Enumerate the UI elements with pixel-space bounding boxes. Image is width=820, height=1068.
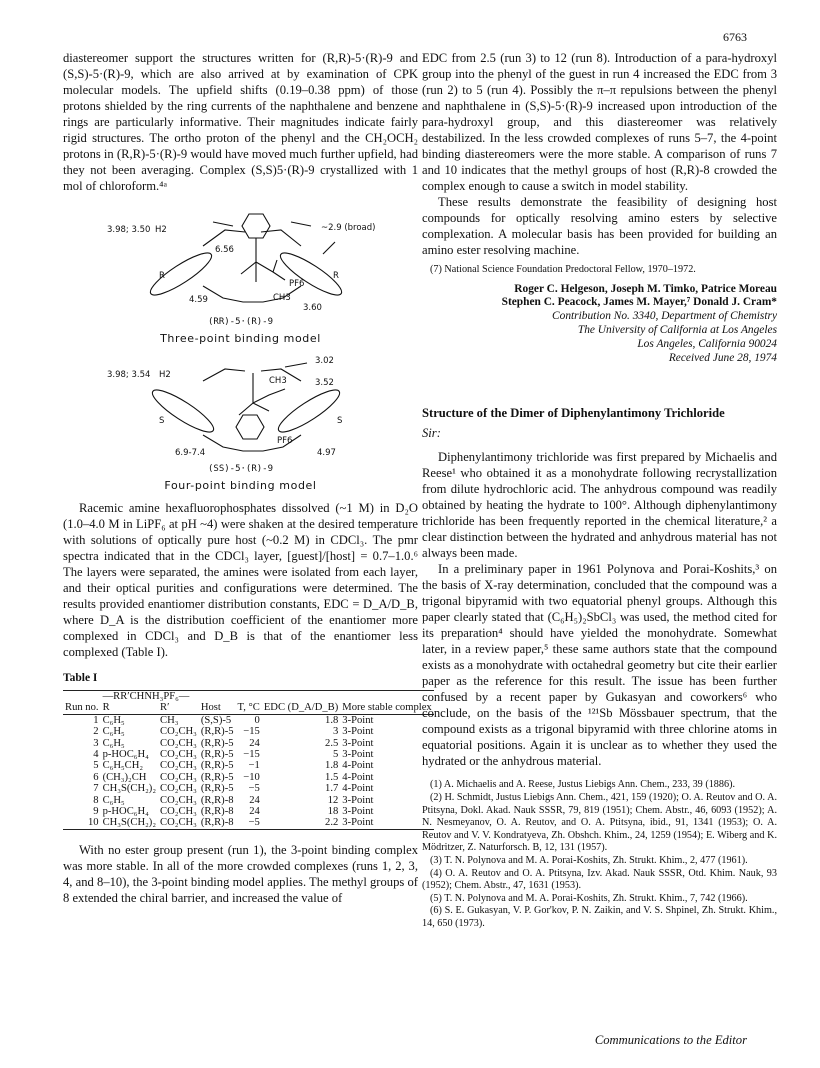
table-cell: CH₃ <box>160 714 179 726</box>
label-459: 4.59 <box>189 295 208 305</box>
table-row <box>63 806 434 817</box>
page-number: 6763 <box>723 30 747 44</box>
table-cell: 5 <box>332 749 339 761</box>
table-title: Table I <box>63 672 98 684</box>
table-cell: 3-Point <box>342 714 374 726</box>
footnote-7-text: (7) National Science Foundation Predoctoral Fellow, 1970–1972. <box>430 264 696 275</box>
table-cell: (R,R)-5 <box>200 749 234 761</box>
table-cell: CO₂CH₃ <box>160 806 197 818</box>
table-cell: 24 <box>249 806 260 818</box>
table-cell: −10 <box>243 771 260 783</box>
ref-1: (1) A. Michaelis and A. Reese, Justus Liebigs Ann. Chem., 233, 39 (1886). <box>430 779 736 791</box>
table-cell: 9 <box>93 806 99 818</box>
four-point-model-title: Four-point binding model <box>164 479 317 492</box>
table-cell: (CH₃)₂CH <box>102 771 147 783</box>
table-cell: CO₂CH₃ <box>160 737 197 749</box>
table-cell: CO₂CH₃ <box>160 817 197 829</box>
table-cell: 3 <box>93 737 99 749</box>
table-cell: 24 <box>249 794 260 806</box>
col-temp: T, °C <box>237 702 260 714</box>
table-cell: −1 <box>248 760 260 772</box>
table-cell: 12 <box>327 794 339 806</box>
table-cell: (R,R)-5 <box>200 771 234 783</box>
table-cell: −5 <box>248 817 260 829</box>
table-cell: C₆H₅CH₂ <box>102 760 144 772</box>
table-cell: 5 <box>93 760 99 772</box>
table-cell: (R,R)-8 <box>200 794 234 806</box>
table-cell: 1.8 <box>325 714 339 726</box>
table-cell: 3-Point <box>342 737 374 749</box>
table-cell: CO₂CH₃ <box>160 794 197 806</box>
col-run: Run no. <box>65 702 99 714</box>
label-pf6: PF6 <box>289 279 305 289</box>
three-point-structure-diagram <box>63 202 418 314</box>
article-heading: Structure of the Dimer of Diphenylantimony Trichloride <box>422 406 725 421</box>
table-cell: (R,R)-5 <box>200 726 234 738</box>
label-656: 6.56 <box>215 245 234 255</box>
affiliation-1: Contribution No. 3340, Department of Chemistry <box>552 310 777 323</box>
table-group-header: —RR′CHNH₃PF₆— <box>102 691 190 702</box>
label-h2-shift: 3.98; 3.50 <box>107 225 151 235</box>
table-cell: 1 <box>93 714 99 726</box>
label-broad: ~2.9 (broad) <box>321 223 376 233</box>
table-body <box>63 714 434 829</box>
right-column <box>422 50 777 931</box>
col-r-prime: R′ <box>160 702 170 714</box>
salutation: Sir: <box>422 426 441 441</box>
label-shift-398: 3.98; 3.54 <box>107 370 151 380</box>
footer-section: Communications to the Editor <box>594 1033 747 1047</box>
table-cell: CO₂CH₃ <box>160 749 197 761</box>
table-cell: 10 <box>87 817 99 829</box>
table-cell: 1.7 <box>325 783 339 795</box>
affiliation-2: The University of California at Los Angeles <box>577 323 777 336</box>
table-cell: 7 <box>93 783 99 795</box>
table-cell: 3-Point <box>342 726 374 738</box>
label-302: 3.02 <box>315 356 334 366</box>
table-cell: (R,R)-5 <box>200 760 234 772</box>
table-cell: C₆H₅ <box>102 794 125 806</box>
table-cell: 4 <box>93 749 99 761</box>
table-cell: C₆H₅ <box>102 714 125 726</box>
label-497: 4.97 <box>317 448 336 458</box>
table-cell: 6 <box>93 771 99 783</box>
table-cell: 4-Point <box>342 760 374 772</box>
label-ch3: CH3 <box>273 293 291 303</box>
col-complex: More stable complex <box>342 702 432 714</box>
right-paragraph-3: Diphenylantimony trichloride was first prepared by Michaelis and Reese¹ who obtained it as a monohydrate following recrystallization from dilute hydrochloric acid. The anhydrous compound was readily obtained by heating the hydrate to 100°. Although diphenylantimony trichloride has been frequently reported in the chemical literature,² a clear distinction between the hydrated and anhydrous material has not always been made. <box>422 450 777 561</box>
table-cell: p-HOC₆H₄ <box>102 806 149 818</box>
label-h2: H2 <box>155 225 167 235</box>
table-cell: −15 <box>243 749 260 761</box>
label-ch3-b: CH3 <box>269 376 287 386</box>
table-cell: 3-Point <box>342 794 374 806</box>
table-cell: 1.8 <box>325 760 339 772</box>
table-cell: 4-Point <box>342 771 374 783</box>
table-cell: (S,S)-5 <box>200 714 232 726</box>
ref-3: (3) T. N. Polynova and M. A. Porai-Koshits, Zh. Strukt. Khim., 2, 477 (1961). <box>430 854 748 866</box>
table-row <box>63 783 434 794</box>
left-paragraph-3: With no ester group present (run 1), the 3-point binding complex was more stable. In all of the more crowded complexes (runs 1, 2, 3, 4, and 8–10), the 3-point binding model applies. The methyl groups of 8 extended the chiral barrier, and increased the value of <box>63 842 418 905</box>
label-h2-b: H2 <box>159 370 171 380</box>
table-cell: 2.2 <box>325 817 339 829</box>
figure-four-point <box>63 353 418 494</box>
authors-line-1: Roger C. Helgeson, Joseph M. Timko, Patrice Moreau <box>514 282 777 295</box>
col-edc: EDC (D_A/D_B) <box>263 702 339 714</box>
ref-5: (5) T. N. Polynova and M. A. Porai-Koshits, Zh. Strukt. Khim., 7, 742 (1966). <box>430 892 748 904</box>
right-paragraph-2: These results demonstrate the feasibility of designing host compounds for optically resolving amino esters by selective complexation. A molecular basis has been provided for building an amino ester resolving machine. <box>422 195 777 257</box>
table-cell: 3-Point <box>342 806 374 818</box>
references <box>422 779 777 930</box>
table-cell: CO₂CH₃ <box>160 783 197 795</box>
table-row <box>63 817 434 829</box>
author-block <box>422 283 777 366</box>
four-point-structure-diagram <box>63 353 418 461</box>
figure-three-point-caption: (RR)-5·(R)-9 <box>207 317 274 327</box>
table-cell: −5 <box>248 783 260 795</box>
table-cell: CO₂CH₃ <box>160 760 197 772</box>
table-row <box>63 726 434 737</box>
affiliation-3: Los Angeles, California 90024 <box>637 337 777 350</box>
label-pf6-b: PF6 <box>277 436 293 446</box>
table-cell: C₆H₅ <box>102 726 125 738</box>
table-cell: 8 <box>93 794 99 806</box>
table-cell: (R,R)-8 <box>200 817 234 829</box>
table-row <box>63 738 434 749</box>
table-row <box>63 795 434 806</box>
table-cell: 2.5 <box>325 737 339 749</box>
label-s-right: S <box>337 416 343 426</box>
left-paragraph-2: Racemic amine hexafluorophosphates dissolved (~1 M) in D₂O (1.0–4.0 M in LiPF₆ at pH ~4) were shaken at the desired temperature with solutions of optically pure host (~0.2 M) in CDCl₃. The pmr spectra indicated that in the CDCl₃ layer, [guest]/[host] = 0.7–1.0.⁶ The layers were separated, the amines were isolated from each layer, and their optical purities and configurations were determined. The results provided enantiomer distribution constants, EDC = D_A/D_B, where D_A is the distribution coefficient of the enantiomer more complexed in CDCl₃ and D_B is that of the enantiomer less complexed (Table I). <box>63 501 418 659</box>
table-cell: CH₃S(CH₂)₂ <box>102 817 157 829</box>
table-cell: 3-Point <box>342 749 374 761</box>
ref-4: (4) O. A. Reutov and O. A. Ptitsyna, Izv. Akad. Nauk SSSR, Otd. Khim. Nauk, 93 (1952); Chem. Abstr., 47, 1631 (1953). <box>422 867 777 892</box>
right-paragraph-4: In a preliminary paper in 1961 Polynova and Porai-Koshits,³ on the basis of X-ray determination, concluded that the compound was a trigonal bipyramid with two equatorial phenyl groups. Although this paper clearly stated that (C₆H₅)₂SbCl₃ was used, the method cited for its preparation⁴ should have yielded the monohydrate. Somewhat later, in a review paper,⁵ these same authors state that the compound exists as a monohydrate with octahedral geometry but cite their earlier paper as the reference for this result. The issue has been further confused by a recent paper by Gukasyan and coworkers⁶ who conclude, on the basis of the ¹²¹Sb Mössbauer spectrum, that the compound exists as a trigonal bipyramid with three chlorine atoms in equatorial positions. Again it is unclear as to whether they used the hydrated or the anhydrous material. <box>422 562 777 769</box>
table-cell: −15 <box>243 726 260 738</box>
table-cell: CH₃S(CH₂)₂ <box>102 783 157 795</box>
left-column <box>63 50 432 906</box>
table-cell: 0 <box>254 714 260 726</box>
table-cell: CO₂CH₃ <box>160 771 197 783</box>
label-352: 3.52 <box>315 378 334 388</box>
label-s-left: S <box>159 416 165 426</box>
ref-2: (2) H. Schmidt, Justus Liebigs Ann. Chem., 421, 159 (1920); O. A. Reutov and O. A. Ptitsyna, Dokl. Akad. Nauk SSSR, 79, 819 (1951); Chem. Abstr., 46, 6093 (1952); A. N. Nesmeyanov, O. A. Reutov, and O. A. Ptitsyna, ibid., 91, 1341 (1953); O. A. Reutov and V. V. Kondratyeva, Zh. Obshch. Khim., 24, 1259 (1954); E. Wiberg and K. Mödritzer, Z. Naturforsch. B, 12, 131 (1957). <box>422 791 777 854</box>
ref-6: (6) S. E. Gukasyan, V. P. Gor'kov, P. N. Zaikin, and V. S. Shpinel, Zh. Strukt. Khim., 14, 650 (1973). <box>422 905 777 929</box>
left-paragraph-1: diastereomer support the structures written for (R,R)-5·(R)-9 and (S,S)-5·(R)-9, which are also arrived at by examination of CPK molecular models. The upfield shifts (0.19–0.38 ppm) of those protons shielded by the ring currents of the naphthalene and benzene rings are particularly informative. Their magnitudes indicate fairly rigid structures. The ortho proton of the phenyl and the CH₂OCH₂ protons in (R,R)-5·(R)-9 would have moved much further upfield, had they not been averaging. Complex (S,S)5·(R)-9 crystallized with 1 mol of chloroform.⁴ᵃ <box>63 51 418 193</box>
table-cell: 24 <box>249 737 260 749</box>
table-row <box>63 760 434 771</box>
three-point-model-title: Three-point binding model <box>160 332 321 345</box>
table-cell: 2 <box>93 726 99 738</box>
table-cell: CO₂CH₃ <box>160 726 197 738</box>
table-row <box>63 749 434 760</box>
authors-line-2: Stephen C. Peacock, James M. Mayer,⁷ Donald J. Cram* <box>501 296 777 309</box>
table-cell: 4-Point <box>342 783 374 795</box>
table-cell: p-HOC₆H₄ <box>102 749 149 761</box>
col-r: R <box>102 702 110 714</box>
label-360: 3.60 <box>303 303 322 313</box>
footnote-7 <box>422 264 777 277</box>
received-date: Received June 28, 1974 <box>668 351 777 364</box>
label-69-74: 6.9-7.4 <box>175 448 206 458</box>
table-cell: 3 <box>332 726 339 738</box>
label-r-left: R <box>159 271 165 281</box>
table-row <box>63 772 434 783</box>
table-cell: C₆H₅ <box>102 737 125 749</box>
table-cell: (R,R)-5 <box>200 737 234 749</box>
table-cell: (R,R)-5 <box>200 783 234 795</box>
table-row <box>63 714 434 726</box>
table-cell: 1.5 <box>325 771 339 783</box>
col-host: Host <box>200 702 221 714</box>
figure-four-point-caption: (SS)-5·(R)-9 <box>207 464 274 474</box>
table-cell: (R,R)-8 <box>200 806 234 818</box>
table-1 <box>63 690 434 830</box>
table-cell: 18 <box>327 806 339 818</box>
figure-three-point <box>63 202 418 347</box>
right-paragraph-1: EDC from 2.5 (run 3) to 12 (run 8). Introduction of a para-hydroxyl group into the phenyl of the guest in run 4 increased the EDC from 3 (run 2) to 5 (run 4). Possibly the π–π repulsions between the phenyl and naphthalene in (S,S)-5·(R)-9 increased upon introduction of the para-hydroxyl group, and this diastereomer was relatively destabilized. In the less crowded complexes of runs 5–7, the 4-point binding diastereomers were the more stable. A comparison of runs 7 and 10 indicates that the methyl groups of host (R,R)-8 crowded the complex enough to cause a switch in model stability. <box>422 51 777 193</box>
table-cell: 3-Point <box>342 817 374 829</box>
label-r-right: R <box>333 271 339 281</box>
